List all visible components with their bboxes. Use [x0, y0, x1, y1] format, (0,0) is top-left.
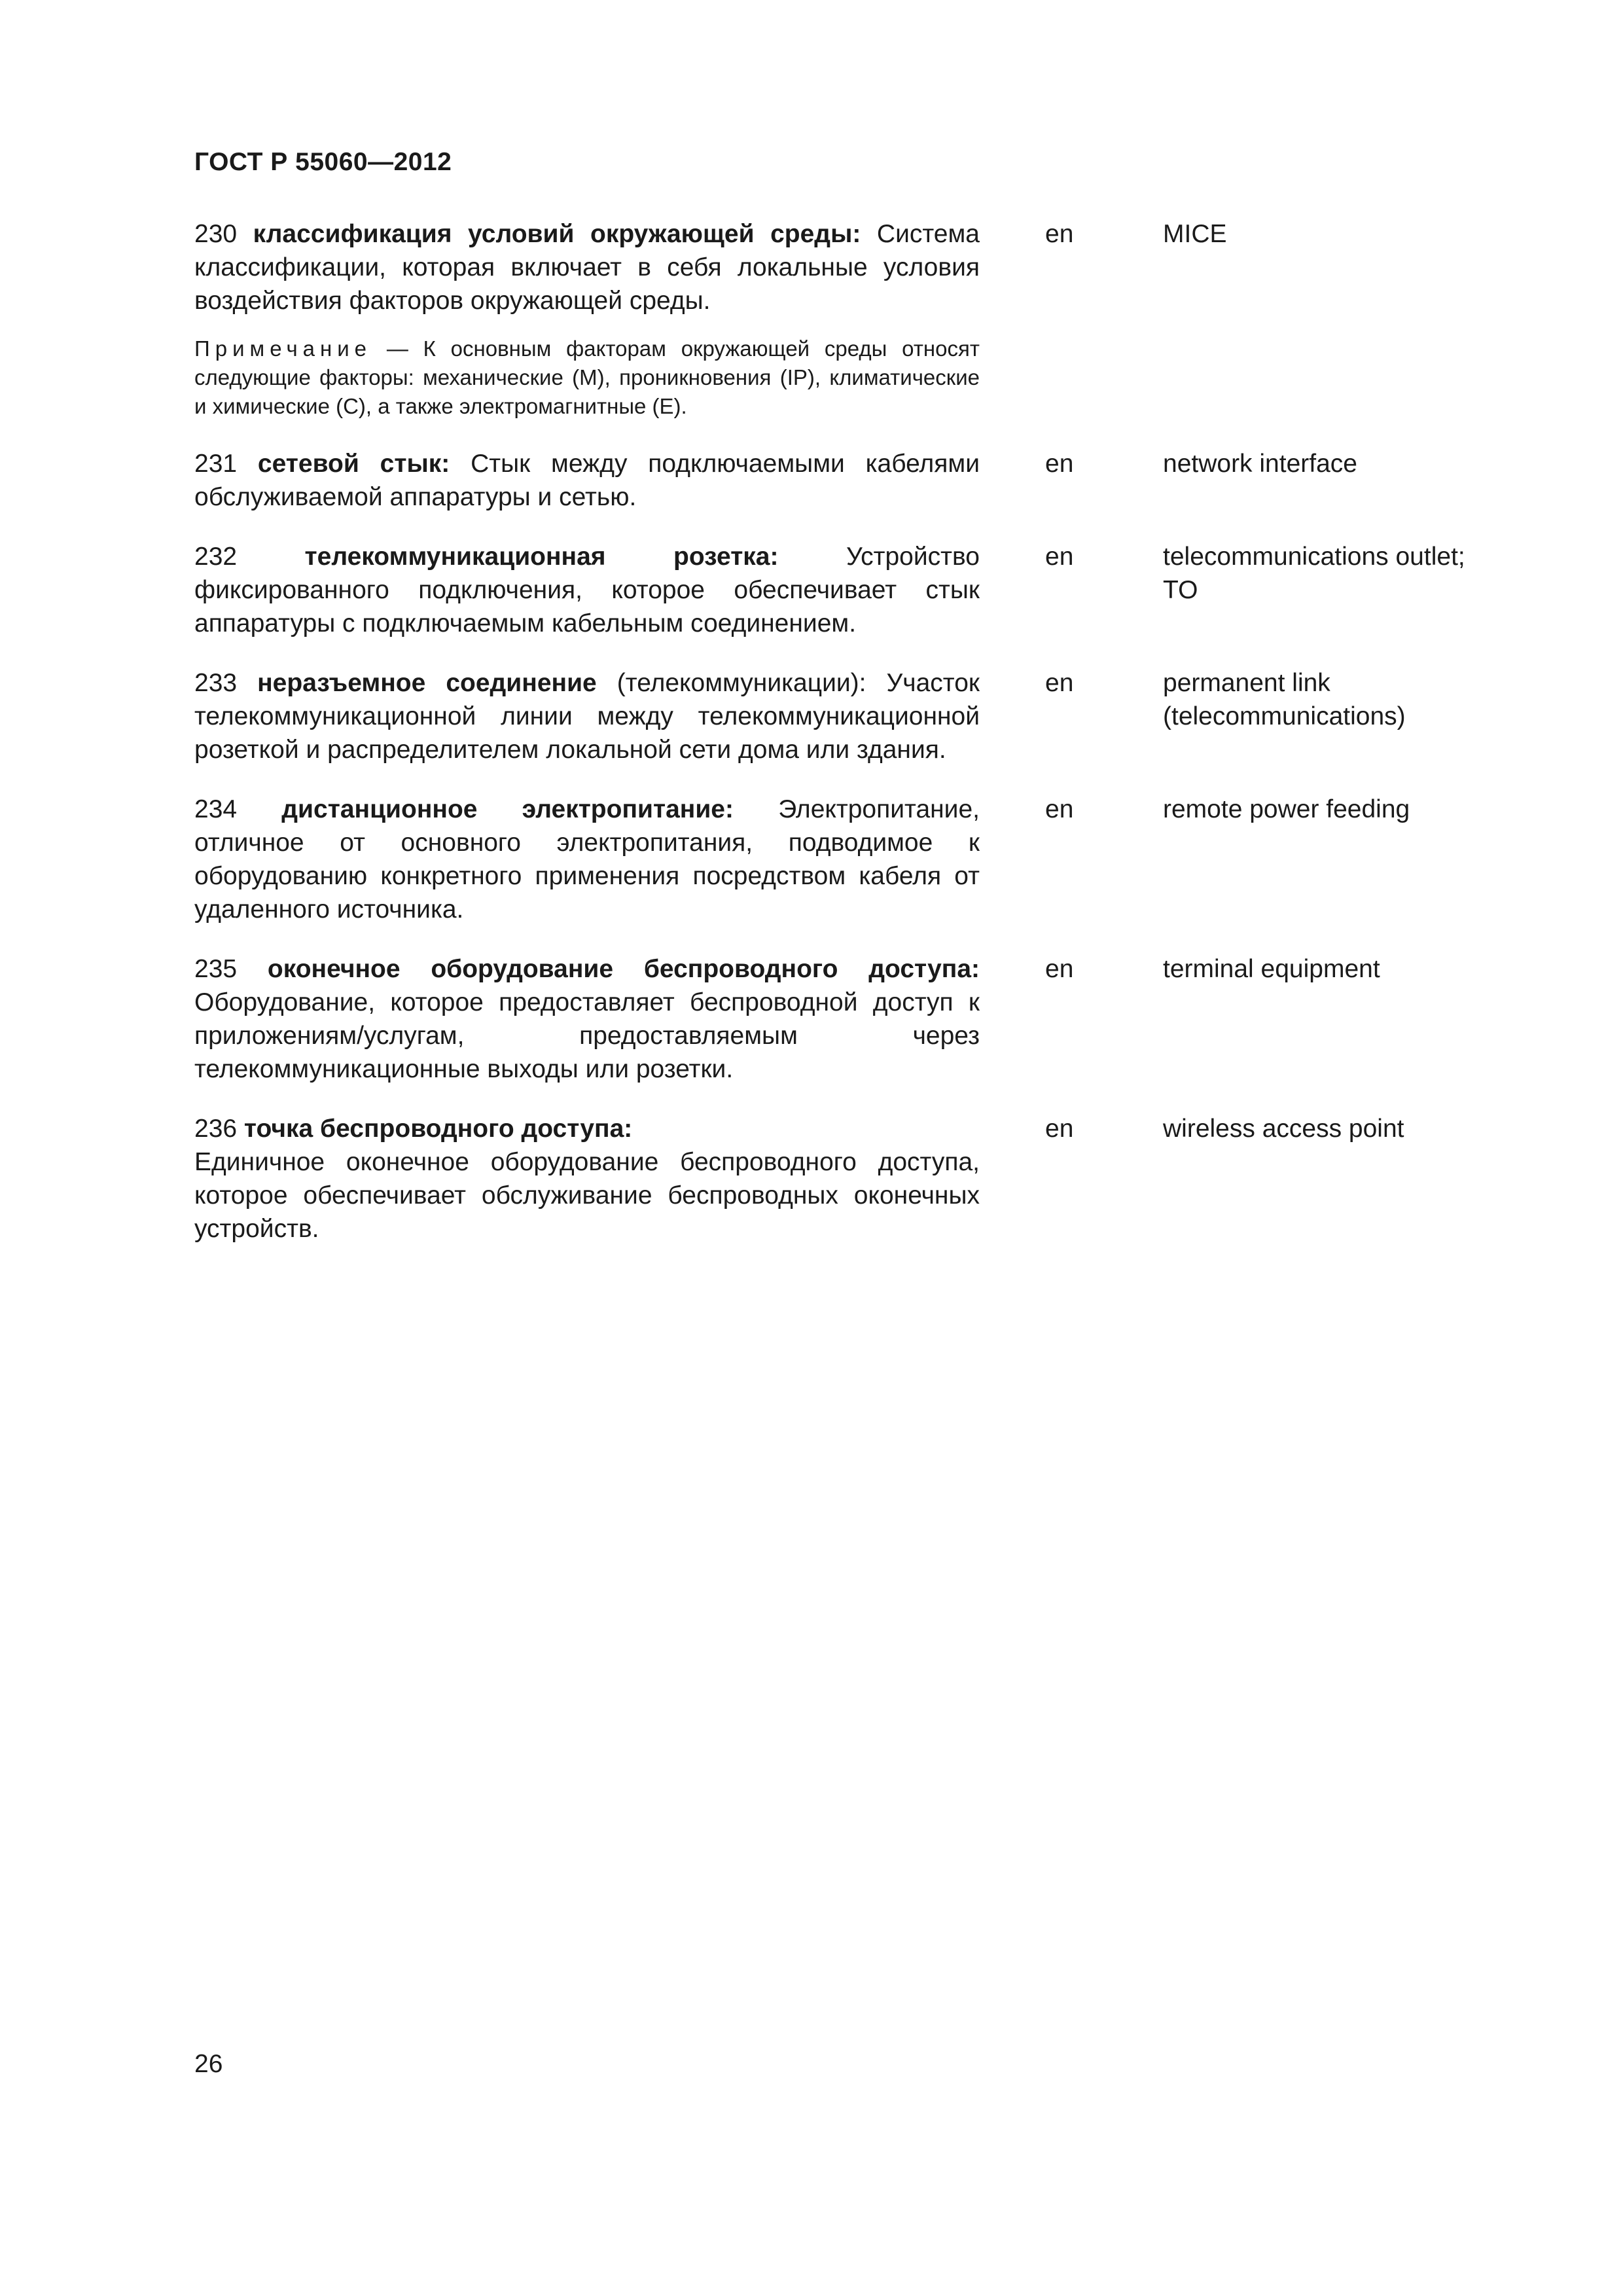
term-text [194, 447, 980, 514]
term-entry [194, 1112, 1543, 1246]
term-text [194, 793, 980, 926]
term-name: неразъемное соединение [257, 669, 597, 697]
language-code: en [1045, 450, 1074, 478]
term-number: 232 [194, 543, 238, 571]
english-equivalent [1163, 952, 1529, 986]
terms-list [194, 217, 1543, 1272]
term-definition: Участок телекоммуникационной линии между телекоммуникационной розеткой и распределителем локальной сети дома или здания. [194, 669, 980, 764]
term-name: оконечное оборудование беспроводного доступа: [267, 955, 980, 983]
english-equivalent [1163, 447, 1529, 480]
term-text [194, 540, 980, 640]
term-number: 231 [194, 450, 238, 478]
equivalent-line: terminal equipment [1163, 955, 1380, 983]
equivalent-line: remote power feeding [1163, 795, 1410, 823]
term-definition: Устройство фиксированного подключения, которое обеспечивает стык аппаратуры с подключаемым кабельным соединением. [194, 543, 980, 637]
english-equivalent [1163, 217, 1529, 251]
equivalent-line: wireless access point [1163, 1115, 1404, 1143]
equivalent-line: (telecommunications) [1163, 702, 1406, 730]
term-definition: Оборудование, которое предоставляет беспроводной доступ к приложениям/услугам, предоставляемым через телекоммуникационные выходы или розетки. [194, 988, 980, 1083]
term-definition: Стык между подключаемыми кабелями обслуживаемой аппаратуры и сетью. [194, 450, 980, 511]
term-text [194, 666, 980, 766]
term-name: сетевой стык: [257, 450, 450, 478]
term-entry [194, 952, 1543, 1086]
equivalent-line: permanent link [1163, 669, 1330, 697]
term-definition: Электропитание, отличное от основного электропитания, подводимое к оборудованию конкретного применения посредством кабеля от удаленного источника. [194, 795, 980, 924]
term-qualifier: (телекоммуникации): [596, 669, 866, 697]
page-number: 26 [194, 2050, 223, 2078]
note-text: — К основным факторам окружающей среды относят следующие факторы: механические (M), проникновения (IP), климатические и химические (C), а также электромагнитные (E). [194, 336, 980, 418]
language-code: en [1045, 669, 1074, 697]
language-code: en [1045, 543, 1074, 571]
term-text [194, 952, 980, 1086]
equivalent-line: TO [1163, 576, 1198, 604]
term-number: 233 [194, 669, 238, 697]
language-code: en [1045, 795, 1074, 823]
term-definition: Единичное оконечное оборудование беспроводного доступа, которое обеспечивает обслуживание беспроводных оконечных устройств. [194, 1148, 980, 1243]
term-entry [194, 217, 1543, 421]
term-name: дистанционное электропитание: [281, 795, 734, 823]
term-name: точка беспроводного доступа: [243, 1115, 633, 1143]
term-note [194, 334, 980, 421]
term-definition: Система классификации, которая включает в себя локальные условия воздействия факторов окружающей среды. [194, 220, 980, 315]
equivalent-line: telecommunications outlet; [1163, 543, 1465, 571]
page-header-standard: ГОСТ Р 55060—2012 [194, 148, 452, 176]
language-code: en [1045, 1115, 1074, 1143]
english-equivalent [1163, 666, 1529, 733]
equivalent-line: network interface [1163, 450, 1357, 478]
equivalent-line: MICE [1163, 220, 1227, 248]
term-entry [194, 447, 1543, 514]
term-entry [194, 666, 1543, 766]
english-equivalent [1163, 793, 1529, 826]
language-code: en [1045, 220, 1074, 248]
note-label: Примечание [194, 336, 372, 361]
term-name: классификация условий окружающей среды: [253, 220, 861, 248]
term-number: 234 [194, 795, 238, 823]
term-name: телекоммуникационная розетка: [304, 543, 779, 571]
term-number: 230 [194, 220, 238, 248]
english-equivalent [1163, 1112, 1529, 1145]
term-number: 235 [194, 955, 238, 983]
term-entry [194, 540, 1543, 640]
language-code: en [1045, 955, 1074, 983]
term-number: 236 [194, 1115, 238, 1143]
term-text [194, 217, 980, 421]
term-text [194, 1112, 980, 1246]
english-equivalent [1163, 540, 1529, 607]
term-entry [194, 793, 1543, 926]
